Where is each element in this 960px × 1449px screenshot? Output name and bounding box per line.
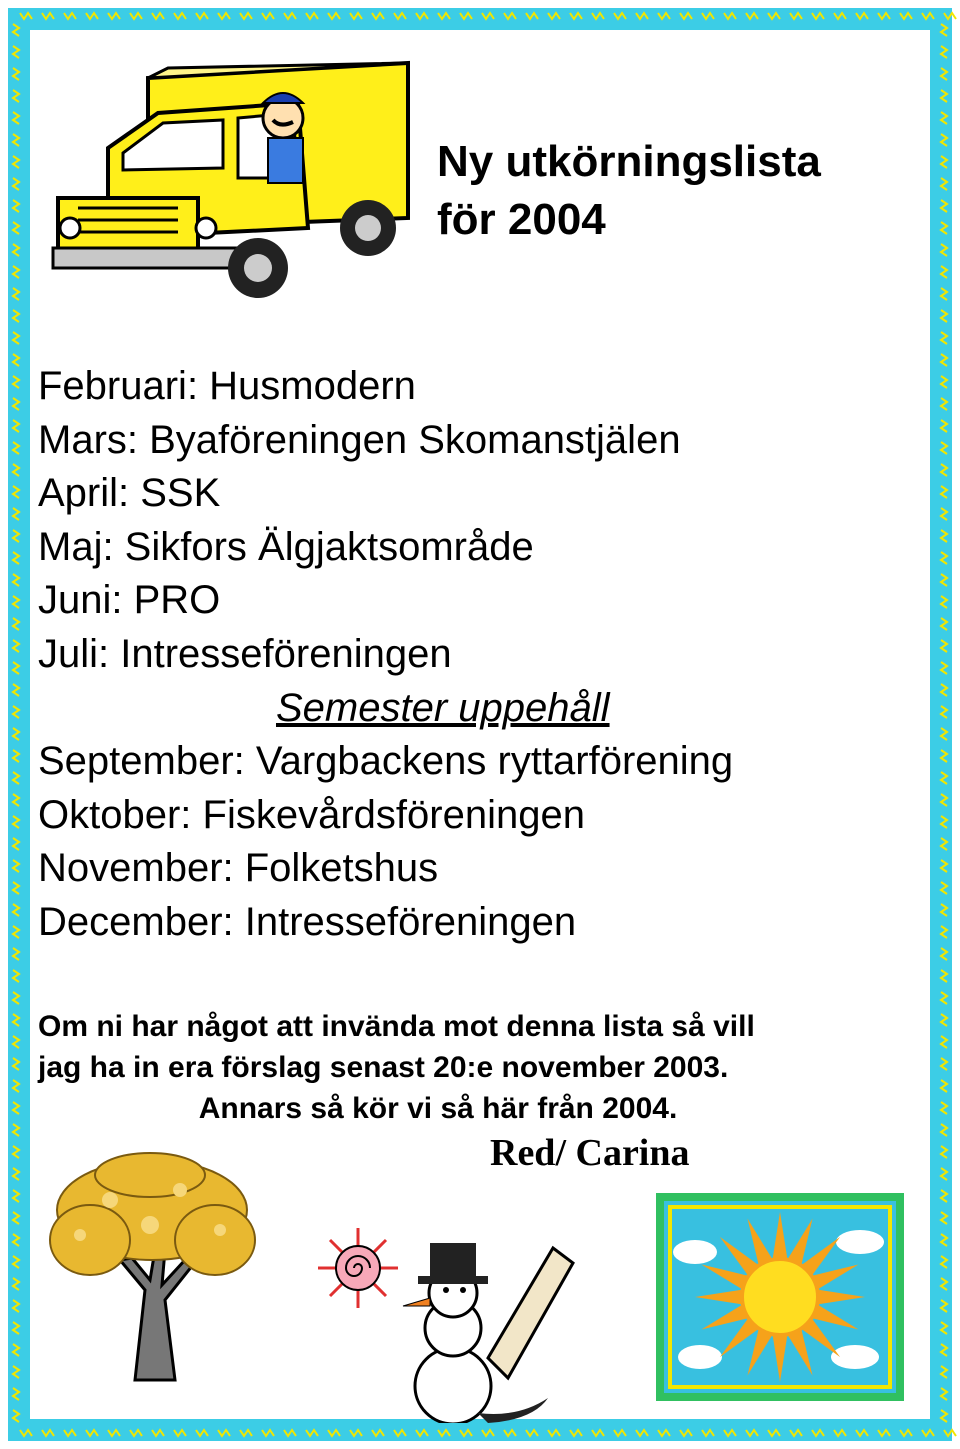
- zigzag-mark: [152, 1430, 164, 1436]
- zigzag-mark: [13, 1322, 19, 1334]
- zigzag-mark: [13, 882, 19, 894]
- zigzag-mark: [262, 1430, 274, 1436]
- zigzag-mark: [941, 926, 947, 938]
- zigzag-mark: [13, 1344, 19, 1356]
- zigzag-mark: [13, 134, 19, 146]
- zigzag-mark: [13, 1388, 19, 1400]
- schedule-item: Oktober: Fiskevårdsföreningen: [38, 792, 585, 837]
- schedule-item: Juni: PRO: [38, 578, 221, 623]
- zigzag-mark: [636, 1430, 648, 1436]
- zigzag-mark: [196, 1430, 208, 1436]
- zigzag-mark: [658, 13, 670, 19]
- page-title: [437, 133, 821, 249]
- zigzag-mark: [13, 354, 19, 366]
- zigzag-mark: [13, 772, 19, 784]
- schedule-item: Mars: Byaföreningen Skomanstjälen: [38, 417, 681, 462]
- zigzag-mark: [20, 13, 32, 19]
- zigzag-mark: [262, 13, 274, 19]
- zigzag-mark: [941, 310, 947, 322]
- zigzag-mark: [768, 13, 780, 19]
- zigzag-mark: [13, 222, 19, 234]
- zigzag-mark: [13, 486, 19, 498]
- zigzag-mark: [13, 1058, 19, 1070]
- zigzag-mark: [941, 1234, 947, 1246]
- zigzag-mark: [328, 13, 340, 19]
- zigzag-mark: [13, 904, 19, 916]
- zigzag-mark: [614, 1430, 626, 1436]
- zigzag-mark: [941, 706, 947, 718]
- zigzag-mark: [13, 68, 19, 80]
- schedule-item: Juli: Intresseföreningen: [38, 631, 452, 676]
- zigzag-mark: [13, 838, 19, 850]
- zigzag-mark: [372, 1430, 384, 1436]
- zigzag-mark: [592, 1430, 604, 1436]
- zigzag-mark: [13, 640, 19, 652]
- zigzag-mark: [174, 1430, 186, 1436]
- zigzag-mark: [548, 13, 560, 19]
- zigzag-mark: [13, 244, 19, 256]
- zigzag-mark: [746, 1430, 758, 1436]
- zigzag-mark: [394, 1430, 406, 1436]
- zigzag-mark: [941, 596, 947, 608]
- zigzag-mark: [13, 684, 19, 696]
- zigzag-mark: [13, 530, 19, 542]
- zigzag-mark: [86, 1430, 98, 1436]
- zigzag-mark: [350, 1430, 362, 1436]
- zigzag-mark: [790, 13, 802, 19]
- schedule-item: September: Vargbackens ryttarförening: [38, 739, 734, 784]
- zigzag-mark: [941, 464, 947, 476]
- zigzag-mark: [13, 662, 19, 674]
- zigzag-mark: [941, 1058, 947, 1070]
- zigzag-mark: [174, 13, 186, 19]
- zigzag-mark: [13, 1190, 19, 1202]
- zigzag-mark: [13, 332, 19, 344]
- delivery-truck-illustration: [48, 58, 418, 308]
- title-line-1: Ny utkörningslista: [437, 137, 821, 186]
- zigzag-mark: [944, 1430, 956, 1436]
- schedule-item: April: SSK: [38, 471, 221, 516]
- zigzag-mark: [13, 376, 19, 388]
- zigzag-mark: [941, 156, 947, 168]
- schedule-break: Semester uppehåll: [276, 685, 610, 730]
- zigzag-mark: [856, 1430, 868, 1436]
- zigzag-mark: [13, 24, 19, 36]
- zigzag-mark: [13, 1102, 19, 1114]
- notice-text: [38, 1006, 918, 1129]
- zigzag-mark: [240, 13, 252, 19]
- zigzag-mark: [130, 13, 142, 19]
- zigzag-mark: [941, 508, 947, 520]
- zigzag-mark: [941, 222, 947, 234]
- zigzag-mark: [460, 1430, 472, 1436]
- zigzag-mark: [941, 750, 947, 762]
- zigzag-mark: [636, 13, 648, 19]
- zigzag-mark: [13, 442, 19, 454]
- zigzag-mark: [724, 13, 736, 19]
- zigzag-mark: [196, 13, 208, 19]
- zigzag-mark: [941, 1300, 947, 1312]
- zigzag-mark: [13, 618, 19, 630]
- zigzag-mark: [13, 1278, 19, 1290]
- zigzag-mark: [218, 1430, 230, 1436]
- zigzag-mark: [350, 13, 362, 19]
- zigzag-mark: [306, 13, 318, 19]
- zigzag-mark: [13, 310, 19, 322]
- zigzag-mark: [746, 13, 758, 19]
- title-line-2: för 2004: [437, 195, 606, 244]
- zigzag-mark: [42, 1430, 54, 1436]
- zigzag-mark: [13, 970, 19, 982]
- zigzag-mark: [941, 816, 947, 828]
- zigzag-mark: [13, 420, 19, 432]
- zigzag-mark: [570, 1430, 582, 1436]
- notice-line-2: jag ha in era förslag senast 20:e november 2003.: [38, 1051, 729, 1084]
- zigzag-mark: [13, 1212, 19, 1224]
- zigzag-mark: [20, 1430, 32, 1436]
- zigzag-mark: [941, 640, 947, 652]
- zigzag-mark: [13, 1168, 19, 1180]
- zigzag-mark: [944, 13, 956, 19]
- zigzag-mark: [13, 1300, 19, 1312]
- schedule-item: December: Intresseföreningen: [38, 899, 577, 944]
- zigzag-mark: [548, 1430, 560, 1436]
- zigzag-mark: [13, 948, 19, 960]
- zigzag-mark: [13, 596, 19, 608]
- zigzag-mark: [941, 354, 947, 366]
- zigzag-mark: [130, 1430, 142, 1436]
- zigzag-mark: [13, 398, 19, 410]
- zigzag-mark: [941, 794, 947, 806]
- zigzag-mark: [941, 244, 947, 256]
- zigzag-mark: [941, 266, 947, 278]
- zigzag-mark: [922, 13, 934, 19]
- zigzag-mark: [13, 156, 19, 168]
- zigzag-mark: [13, 574, 19, 586]
- zigzag-mark: [941, 728, 947, 740]
- zigzag-mark: [504, 13, 516, 19]
- zigzag-mark: [13, 1410, 19, 1422]
- zigzag-mark: [306, 1430, 318, 1436]
- zigzag-mark: [941, 1080, 947, 1092]
- zigzag-mark: [13, 1080, 19, 1092]
- zigzag-mark: [941, 288, 947, 300]
- zigzag-mark: [614, 13, 626, 19]
- zigzag-mark: [941, 24, 947, 36]
- zigzag-mark: [724, 1430, 736, 1436]
- zigzag-mark: [941, 618, 947, 630]
- zigzag-mark: [941, 860, 947, 872]
- zigzag-mark: [941, 684, 947, 696]
- zigzag-mark: [460, 13, 472, 19]
- summer-sun-illustration: [655, 1192, 905, 1402]
- zigzag-mark: [86, 13, 98, 19]
- zigzag-mark: [941, 1322, 947, 1334]
- zigzag-mark: [941, 662, 947, 674]
- zigzag-mark: [13, 728, 19, 740]
- zigzag-mark: [64, 1430, 76, 1436]
- zigzag-mark: [13, 178, 19, 190]
- zigzag-mark: [941, 376, 947, 388]
- snowman-illustration: [318, 1228, 598, 1423]
- zigzag-mark: [108, 1430, 120, 1436]
- zigzag-mark: [13, 90, 19, 102]
- zigzag-mark: [941, 486, 947, 498]
- schedule-item: Februari: Husmodern: [38, 364, 416, 408]
- zigzag-mark: [13, 794, 19, 806]
- zigzag-mark: [64, 13, 76, 19]
- zigzag-mark: [941, 1388, 947, 1400]
- zigzag-mark: [941, 970, 947, 982]
- zigzag-mark: [284, 13, 296, 19]
- autumn-tree-illustration: [40, 1150, 265, 1390]
- zigzag-mark: [13, 1146, 19, 1158]
- zigzag-mark: [13, 1234, 19, 1246]
- zigzag-mark: [834, 1430, 846, 1436]
- schedule-item: Maj: Sikfors Älgjaktsområde: [38, 524, 534, 569]
- zigzag-mark: [416, 1430, 428, 1436]
- zigzag-mark: [941, 1102, 947, 1114]
- zigzag-mark: [941, 1410, 947, 1422]
- zigzag-mark: [941, 904, 947, 916]
- zigzag-mark: [13, 1014, 19, 1026]
- zigzag-mark: [13, 1366, 19, 1378]
- zigzag-mark: [941, 68, 947, 80]
- zigzag-mark: [218, 13, 230, 19]
- zigzag-mark: [438, 13, 450, 19]
- zigzag-mark: [13, 860, 19, 872]
- zigzag-mark: [504, 1430, 516, 1436]
- zigzag-mark: [570, 13, 582, 19]
- zigzag-mark: [13, 816, 19, 828]
- schedule-item: November: Folketshus: [38, 846, 439, 891]
- zigzag-mark: [482, 13, 494, 19]
- signature: Red/ Carina: [490, 1132, 690, 1174]
- zigzag-mark: [240, 1430, 252, 1436]
- zigzag-mark: [13, 112, 19, 124]
- zigzag-mark: [941, 134, 947, 146]
- zigzag-mark: [812, 1430, 824, 1436]
- zigzag-mark: [941, 838, 947, 850]
- zigzag-mark: [526, 1430, 538, 1436]
- zigzag-mark: [941, 442, 947, 454]
- zigzag-mark: [13, 288, 19, 300]
- zigzag-mark: [941, 1036, 947, 1048]
- zigzag-mark: [13, 926, 19, 938]
- zigzag-mark: [526, 13, 538, 19]
- zigzag-mark: [702, 1430, 714, 1436]
- zigzag-mark: [941, 1278, 947, 1290]
- notice-line-3: Annars så kör vi så här från 2004.: [198, 1092, 678, 1125]
- zigzag-mark: [13, 992, 19, 1004]
- zigzag-mark: [13, 266, 19, 278]
- zigzag-mark: [900, 13, 912, 19]
- zigzag-mark: [438, 1430, 450, 1436]
- zigzag-mark: [941, 1366, 947, 1378]
- zigzag-mark: [13, 464, 19, 476]
- zigzag-mark: [13, 706, 19, 718]
- zigzag-mark: [941, 772, 947, 784]
- zigzag-mark: [941, 1146, 947, 1158]
- zigzag-mark: [284, 1430, 296, 1436]
- zigzag-mark: [941, 552, 947, 564]
- zigzag-mark: [13, 46, 19, 58]
- zigzag-mark: [941, 948, 947, 960]
- zigzag-mark: [941, 1168, 947, 1180]
- zigzag-mark: [941, 1124, 947, 1136]
- zigzag-mark: [13, 1036, 19, 1048]
- zigzag-mark: [941, 1190, 947, 1202]
- zigzag-mark: [328, 1430, 340, 1436]
- zigzag-mark: [592, 13, 604, 19]
- zigzag-mark: [941, 882, 947, 894]
- zigzag-mark: [812, 13, 824, 19]
- notice-line-1: Om ni har något att invända mot denna lista så vill: [38, 1010, 755, 1043]
- zigzag-mark: [922, 1430, 934, 1436]
- zigzag-mark: [482, 1430, 494, 1436]
- zigzag-mark: [13, 750, 19, 762]
- zigzag-mark: [680, 1430, 692, 1436]
- zigzag-mark: [941, 332, 947, 344]
- zigzag-mark: [13, 1256, 19, 1268]
- zigzag-mark: [13, 1124, 19, 1136]
- zigzag-mark: [42, 13, 54, 19]
- zigzag-mark: [941, 1256, 947, 1268]
- zigzag-mark: [941, 1014, 947, 1026]
- zigzag-mark: [941, 530, 947, 542]
- zigzag-mark: [108, 13, 120, 19]
- zigzag-mark: [941, 46, 947, 58]
- schedule-list: [38, 360, 733, 950]
- zigzag-mark: [941, 200, 947, 212]
- zigzag-mark: [768, 1430, 780, 1436]
- zigzag-mark: [790, 1430, 802, 1436]
- zigzag-mark: [372, 13, 384, 19]
- zigzag-mark: [941, 1344, 947, 1356]
- zigzag-mark: [941, 1212, 947, 1224]
- zigzag-mark: [13, 200, 19, 212]
- zigzag-mark: [878, 1430, 890, 1436]
- zigzag-mark: [941, 112, 947, 124]
- zigzag-mark: [416, 13, 428, 19]
- zigzag-mark: [900, 1430, 912, 1436]
- zigzag-mark: [680, 13, 692, 19]
- zigzag-mark: [394, 13, 406, 19]
- zigzag-mark: [941, 398, 947, 410]
- zigzag-mark: [13, 552, 19, 564]
- zigzag-mark: [834, 13, 846, 19]
- zigzag-mark: [702, 13, 714, 19]
- zigzag-mark: [856, 13, 868, 19]
- zigzag-mark: [941, 178, 947, 190]
- zigzag-mark: [941, 420, 947, 432]
- zigzag-mark: [941, 90, 947, 102]
- zigzag-mark: [13, 508, 19, 520]
- zigzag-mark: [152, 13, 164, 19]
- zigzag-mark: [878, 13, 890, 19]
- zigzag-mark: [658, 1430, 670, 1436]
- zigzag-mark: [941, 992, 947, 1004]
- zigzag-mark: [941, 574, 947, 586]
